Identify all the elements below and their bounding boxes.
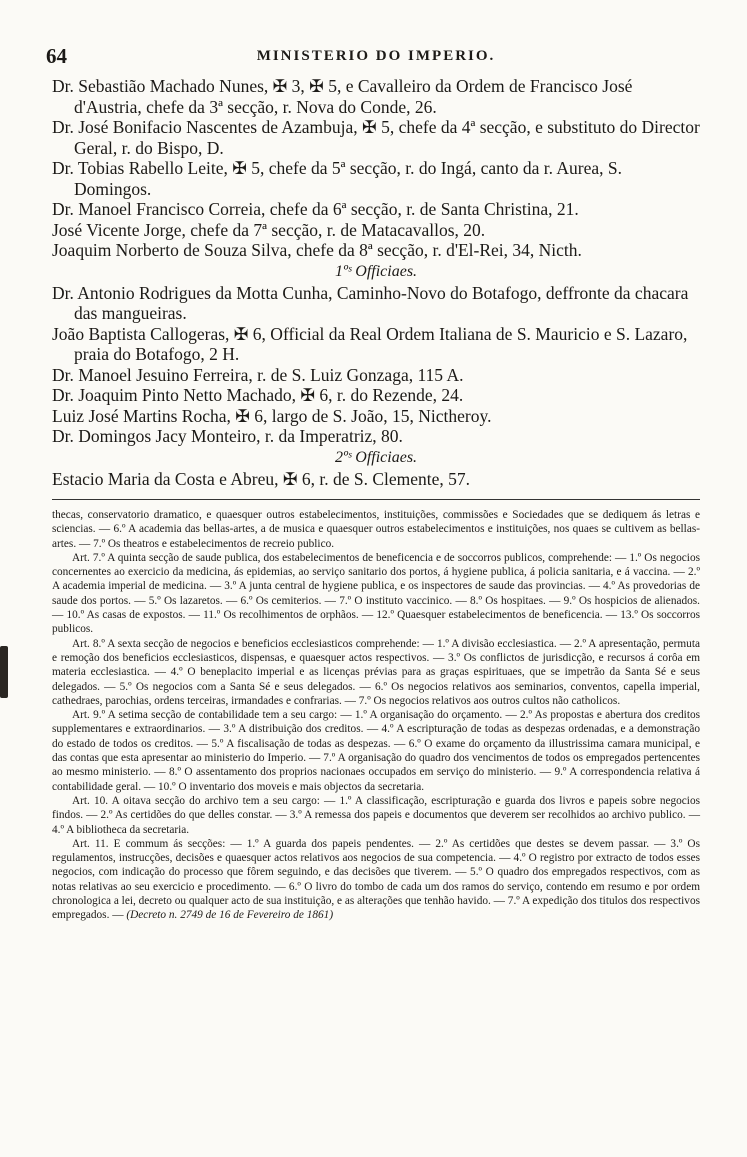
document-page — [46, 44, 700, 923]
footnote-text: Art. 11. E commum ás secções: — 1.º A guarda dos papeis pendentes. — 2.º As certidões que destes se devem passar. — 3.º Os regulamentos, instrucções, decisões e quaesquer actos relativos aos negocios de sua competencia. — 4.º O registro por extracto de todos esses negocios, com indicação do processo que fôrem seguindo, e das decisões que tiverem. — 5.º O quadro dos empregados respectivos, com as notas relativas ao seu exercicio e procedimento. — 6.º O livro do tombo de cada um dos ramos do serviço, contendo em resumo e por ordem chronologica a lei, decreto ou qualquer acto de sua instituição, e as alterações que tenhão havido. — 7.º A expedição dos titulos dos respectivos empregados. — — [52, 837, 700, 922]
directory-entry: Dr. Manoel Francisco Correia, chefe da 6ª secção, r. de Santa Christina, 21. — [52, 199, 579, 219]
section-heading-second-officials: 2ºˢ Officiaes. — [334, 448, 418, 466]
directory-entry: Estacio Maria da Costa e Abreu, ✠ 6, r. de S. Clemente, 57. — [52, 468, 471, 489]
page-number: 64 — [46, 44, 67, 68]
footnotes — [52, 508, 700, 923]
footnote-paragraph: thecas, conservatorio dramatico, e quaesquer outros estabelecimentos, instituições, commissões e Sociedades que se dediquem ás letras e sciencias. — 6.º A academia das bellas-artes, a de musica e quaesquer outros estabelecimentos e instituições, nos quaes se cultivem as bellas-artes. — 7.º Os theatros e estabelecimentos de recreio publico. — [52, 509, 700, 550]
directory-entry: Dr. Domingos Jacy Monteiro, r. da Imperatriz, 80. — [52, 426, 403, 446]
directory-entry: Dr. José Bonifacio Nascentes de Azambuja, ✠ 5, chefe da 4ª secção, e substituto do Director Geral, r. do Bispo, D. — [52, 117, 700, 158]
directory-entry: Dr. Tobias Rabello Leite, ✠ 5, chefe da 5ª secção, r. do Ingá, canto da r. Aurea, S. Domingos. — [52, 158, 622, 199]
directory-entry: João Baptista Callogeras, ✠ 6, Official da Real Ordem Italiana de S. Mauricio e S. Lazaro, praia do Botafogo, 2 H. — [52, 323, 688, 364]
directory-list-second-officials — [52, 469, 700, 490]
directory-entry: José Vicente Jorge, chefe da 7ª secção, r. de Matacavallos, 20. — [52, 219, 486, 240]
footnote-paragraph: Art. 10. A oitava secção do archivo tem a seu cargo: — 1.º A classificação, escripturação e guarda dos livros e papeis sobre negocios findos. — 2.º As certidões do que delles constar. — 3.º A remessa dos papeis e documentos que deverem ser recolhidos ao archivo publico. — 4.º A bibliotheca da secretaria. — [52, 794, 700, 836]
directory-entry: Joaquim Norberto de Souza Silva, chefe da 8ª secção, r. d'El-Rei, 34, Nicth. — [52, 240, 582, 260]
directory-list-chiefs — [52, 76, 700, 261]
footnote-paragraph: Art. 7.º A quinta secção de saude publica, dos estabelecimentos de beneficencia e de soccorros publicos, comprehende: — 1.º Os negocios concernentes ao exercicio da medicina, ás epidemias, ao serviço sanitario dos portos, á hygiene publica, á policia sanitaria, e á vaccina. — 2.º A academia imperial de medicina. — 3.º A junta central de hygiene publica, e os inspectores de saude das provincias. — 4.º As provedorias de saude dos portos. — 5.º Os lazaretos. — 6.º Os cemiterios. — 7.º O instituto vaccinico. — 8.º Os hospitaes. — 9.º Os hospicios de alienados. — 10.º As casas de expostos. — 11.º Os recolhimentos de orphãos. — 12.º Quaesquer estabelecimentos de beneficencia. — 13.º Os soccorros publicos. — [52, 551, 700, 636]
footnote-paragraph: Art. 9.º A setima secção de contabilidade tem a seu cargo: — 1.º A organisação do orçamento. — 2.º As propostas e abertura dos creditos supplementares e extraordinarios. — 3.º A distribuição dos creditos. — 4.º A escripturação de todas as despezas ordenadas, e a demonstração do estado de todos os creditos. — 5.º A fiscalisação de todas as despezas. — 6.º O exame do orçamento da illustrissima camara municipal, e das contas que esta apresentar ao ministerio do Imperio. — 7.º A organisação do quadro dos vencimentos de todos os empregados pertencentes ao mesmo ministerio. — 8.º O assentamento dos proprios nacionaes occupados em serviço do ministerio. — 9.º A correspondencia relativa á contabilidade geral. — 10.º O inventario dos moveis e mais objectos da secretaria. — [52, 709, 700, 793]
directory-entry: Luiz José Martins Rocha, ✠ 6, largo de S. João, 15, Nictheroy. — [52, 405, 492, 426]
section-heading-first-officials: 1ºˢ Officiaes. — [334, 262, 418, 280]
directory-entry: Dr. Sebastião Machado Nunes, ✠ 3, ✠ 5, e Cavalleiro da Ordem de Francisco José d'Austria, chefe da 3ª secção, r. Nova do Conde, 26. — [52, 76, 633, 117]
page-header — [46, 44, 700, 76]
directory-entry: Dr. Joaquim Pinto Netto Machado, ✠ 6, r. do Rezende, 24. — [52, 385, 464, 405]
footnote-paragraph: Art. 8.º A sexta secção de negocios e beneficios ecclesiasticos comprehende: — 1.º A divisão ecclesiastica. — 2.º A apresentação, permuta e remoção dos beneficios ecclesiasticos, dispensas, e quaesquer actos respectivos. — 3.º Os conflictos de jurisdicção, e recursos á corôa em materia ecclesiastica. — 4.º O beneplacito imperial e as licenças prévias para as graças espirituaes, que se impetrão da Santa Sé e seus delegados. — 5.º Os negocios com a Santa Sé e seus delegados. — 6.º Os negocios relativos aos seminarios, conventos, capella imperial, cathedraes, parochias, ordens terceiras, irmandades e confrarias. — 7.º Os negocios relativos aos outros cultos não catholicos. — [52, 637, 700, 707]
footnote-divider — [52, 499, 700, 500]
directory-entry: Dr. Antonio Rodrigues da Motta Cunha, Caminho-Novo do Botafogo, deffronte da chacara das mangueiras. — [52, 282, 689, 323]
footnote-paragraph — [52, 837, 700, 923]
directory-entry: Dr. Manoel Jesuino Ferreira, r. de S. Luiz Gonzaga, 115 A. — [52, 364, 464, 385]
page-title: MINISTERIO DO IMPERIO. — [256, 48, 496, 64]
decree-citation: (Decreto n. 2749 de 16 de Fevereiro de 1861) — [126, 909, 334, 922]
directory-list-first-officials — [52, 283, 700, 447]
page-edge-mark — [0, 646, 8, 698]
